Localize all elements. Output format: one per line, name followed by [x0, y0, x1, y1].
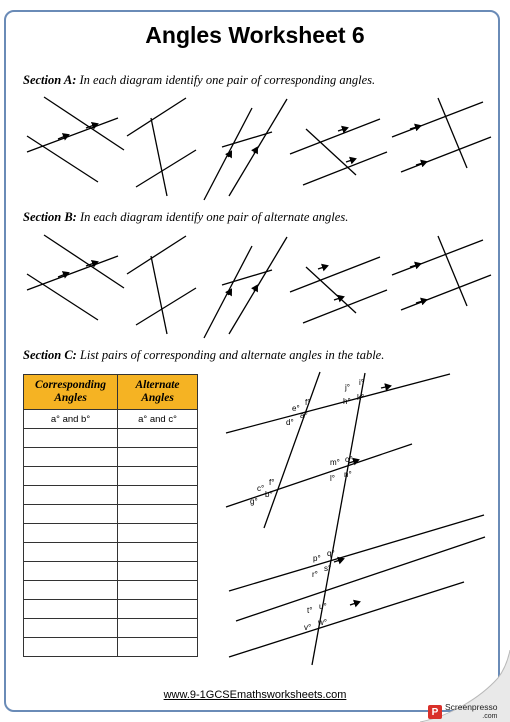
section-b-label: Section B:: [23, 210, 77, 224]
table-row: [24, 429, 198, 448]
section-b-diagram-2: [127, 236, 196, 334]
angle-label-l: l°: [330, 474, 335, 483]
section-c-text: List pairs of corresponding and alternate angles in the table.: [79, 348, 385, 362]
angle-label-v: v°: [304, 623, 312, 632]
corresponding-cell: [24, 486, 118, 505]
angle-label-b: b°: [265, 490, 273, 499]
angle-label-n: n°: [344, 470, 352, 479]
section-c-diagram: [226, 372, 485, 665]
table-row: [24, 600, 198, 619]
screenpresso-logo-icon: P: [428, 705, 442, 719]
section-b-text: In each diagram identify one pair of alternate angles.: [79, 210, 349, 224]
alternate-cell: [118, 524, 198, 543]
corresponding-cell: [24, 448, 118, 467]
alternate-cell: [118, 638, 198, 657]
angle-label-e: e°: [292, 404, 300, 413]
angle-label-w: w°: [318, 618, 327, 627]
table-row: [24, 505, 198, 524]
section-c-label: Section C:: [23, 348, 77, 362]
angle-label-p: p°: [313, 554, 321, 563]
section-a-diagram-3: [204, 99, 287, 200]
angle-label-f1: f°: [305, 398, 311, 407]
section-a-text: In each diagram identify one pair of corresponding angles.: [79, 73, 376, 87]
alternate-cell: [118, 600, 198, 619]
table-row: [24, 619, 198, 638]
corresponding-cell: a° and b°: [24, 410, 118, 429]
angle-label-f2: f°: [269, 478, 275, 487]
alternate-cell: [118, 543, 198, 562]
alternate-cell: [118, 467, 198, 486]
angle-label-s: s°: [324, 564, 332, 573]
corresponding-cell: [24, 638, 118, 657]
angle-label-q: q°: [327, 549, 335, 558]
watermark-suffix: .com: [482, 713, 498, 720]
angle-label-h: h°: [343, 397, 351, 406]
angle-label-t: t°: [307, 606, 313, 615]
corresponding-cell: [24, 600, 118, 619]
corresponding-cell: [24, 543, 118, 562]
section-b-diagram-3: [204, 237, 287, 338]
angle-label-a: a°: [300, 411, 308, 420]
angle-label-d: d°: [286, 418, 294, 427]
alternate-cell: [118, 505, 198, 524]
table-header-corresponding: Corresponding Angles: [24, 375, 118, 410]
angle-label-g: g°: [250, 497, 258, 506]
table-row: [24, 448, 198, 467]
table-row: [24, 467, 198, 486]
angle-pairs-table: [23, 374, 198, 657]
angle-label-i: i°: [359, 378, 364, 387]
corresponding-cell: [24, 505, 118, 524]
corresponding-cell: [24, 524, 118, 543]
angle-label-u: u°: [319, 602, 327, 611]
watermark-text: [445, 703, 497, 721]
alternate-cell: [118, 619, 198, 638]
section-a-diagram-4: [290, 119, 387, 185]
alternate-cell: a° and c°: [118, 410, 198, 429]
corresponding-cell: [24, 581, 118, 600]
table-row: [24, 638, 198, 657]
table-row: [24, 524, 198, 543]
table-row: [24, 562, 198, 581]
section-a-label: Section A:: [23, 73, 77, 87]
section-b-diagram-1: [27, 235, 124, 320]
watermark-badge: [428, 703, 497, 721]
angle-label-k: k°: [357, 393, 365, 402]
table-body: [24, 410, 198, 657]
corresponding-cell: [24, 619, 118, 638]
angle-label-m: m°: [330, 458, 340, 467]
table-row: [24, 581, 198, 600]
page-title: Angles Worksheet 6: [145, 22, 365, 48]
section-b-diagram-4: [290, 257, 387, 323]
corresponding-cell: [24, 467, 118, 486]
table-row: [24, 543, 198, 562]
alternate-cell: [118, 581, 198, 600]
angle-label-c: c°: [257, 484, 265, 493]
footer-website-link[interactable]: www.9-1GCSEmathsworksheets.com: [163, 689, 347, 701]
corresponding-cell: [24, 429, 118, 448]
watermark-brand: Screenpresso: [445, 702, 498, 712]
corresponding-cell: [24, 562, 118, 581]
section-a-diagram-5: [392, 98, 491, 172]
section-a-diagram-1: [27, 97, 124, 182]
angle-label-j: j°: [345, 383, 350, 392]
angle-label-o: o°: [345, 455, 353, 464]
alternate-cell: [118, 562, 198, 581]
table-header-alternate: Alternate Angles: [118, 375, 198, 410]
alternate-cell: [118, 486, 198, 505]
table-row: [24, 410, 198, 429]
table-row: [24, 486, 198, 505]
alternate-cell: [118, 448, 198, 467]
alternate-cell: [118, 429, 198, 448]
section-a-diagram-2: [127, 98, 196, 196]
angle-label-r: r°: [312, 570, 318, 579]
section-b-diagram-5: [392, 236, 491, 310]
